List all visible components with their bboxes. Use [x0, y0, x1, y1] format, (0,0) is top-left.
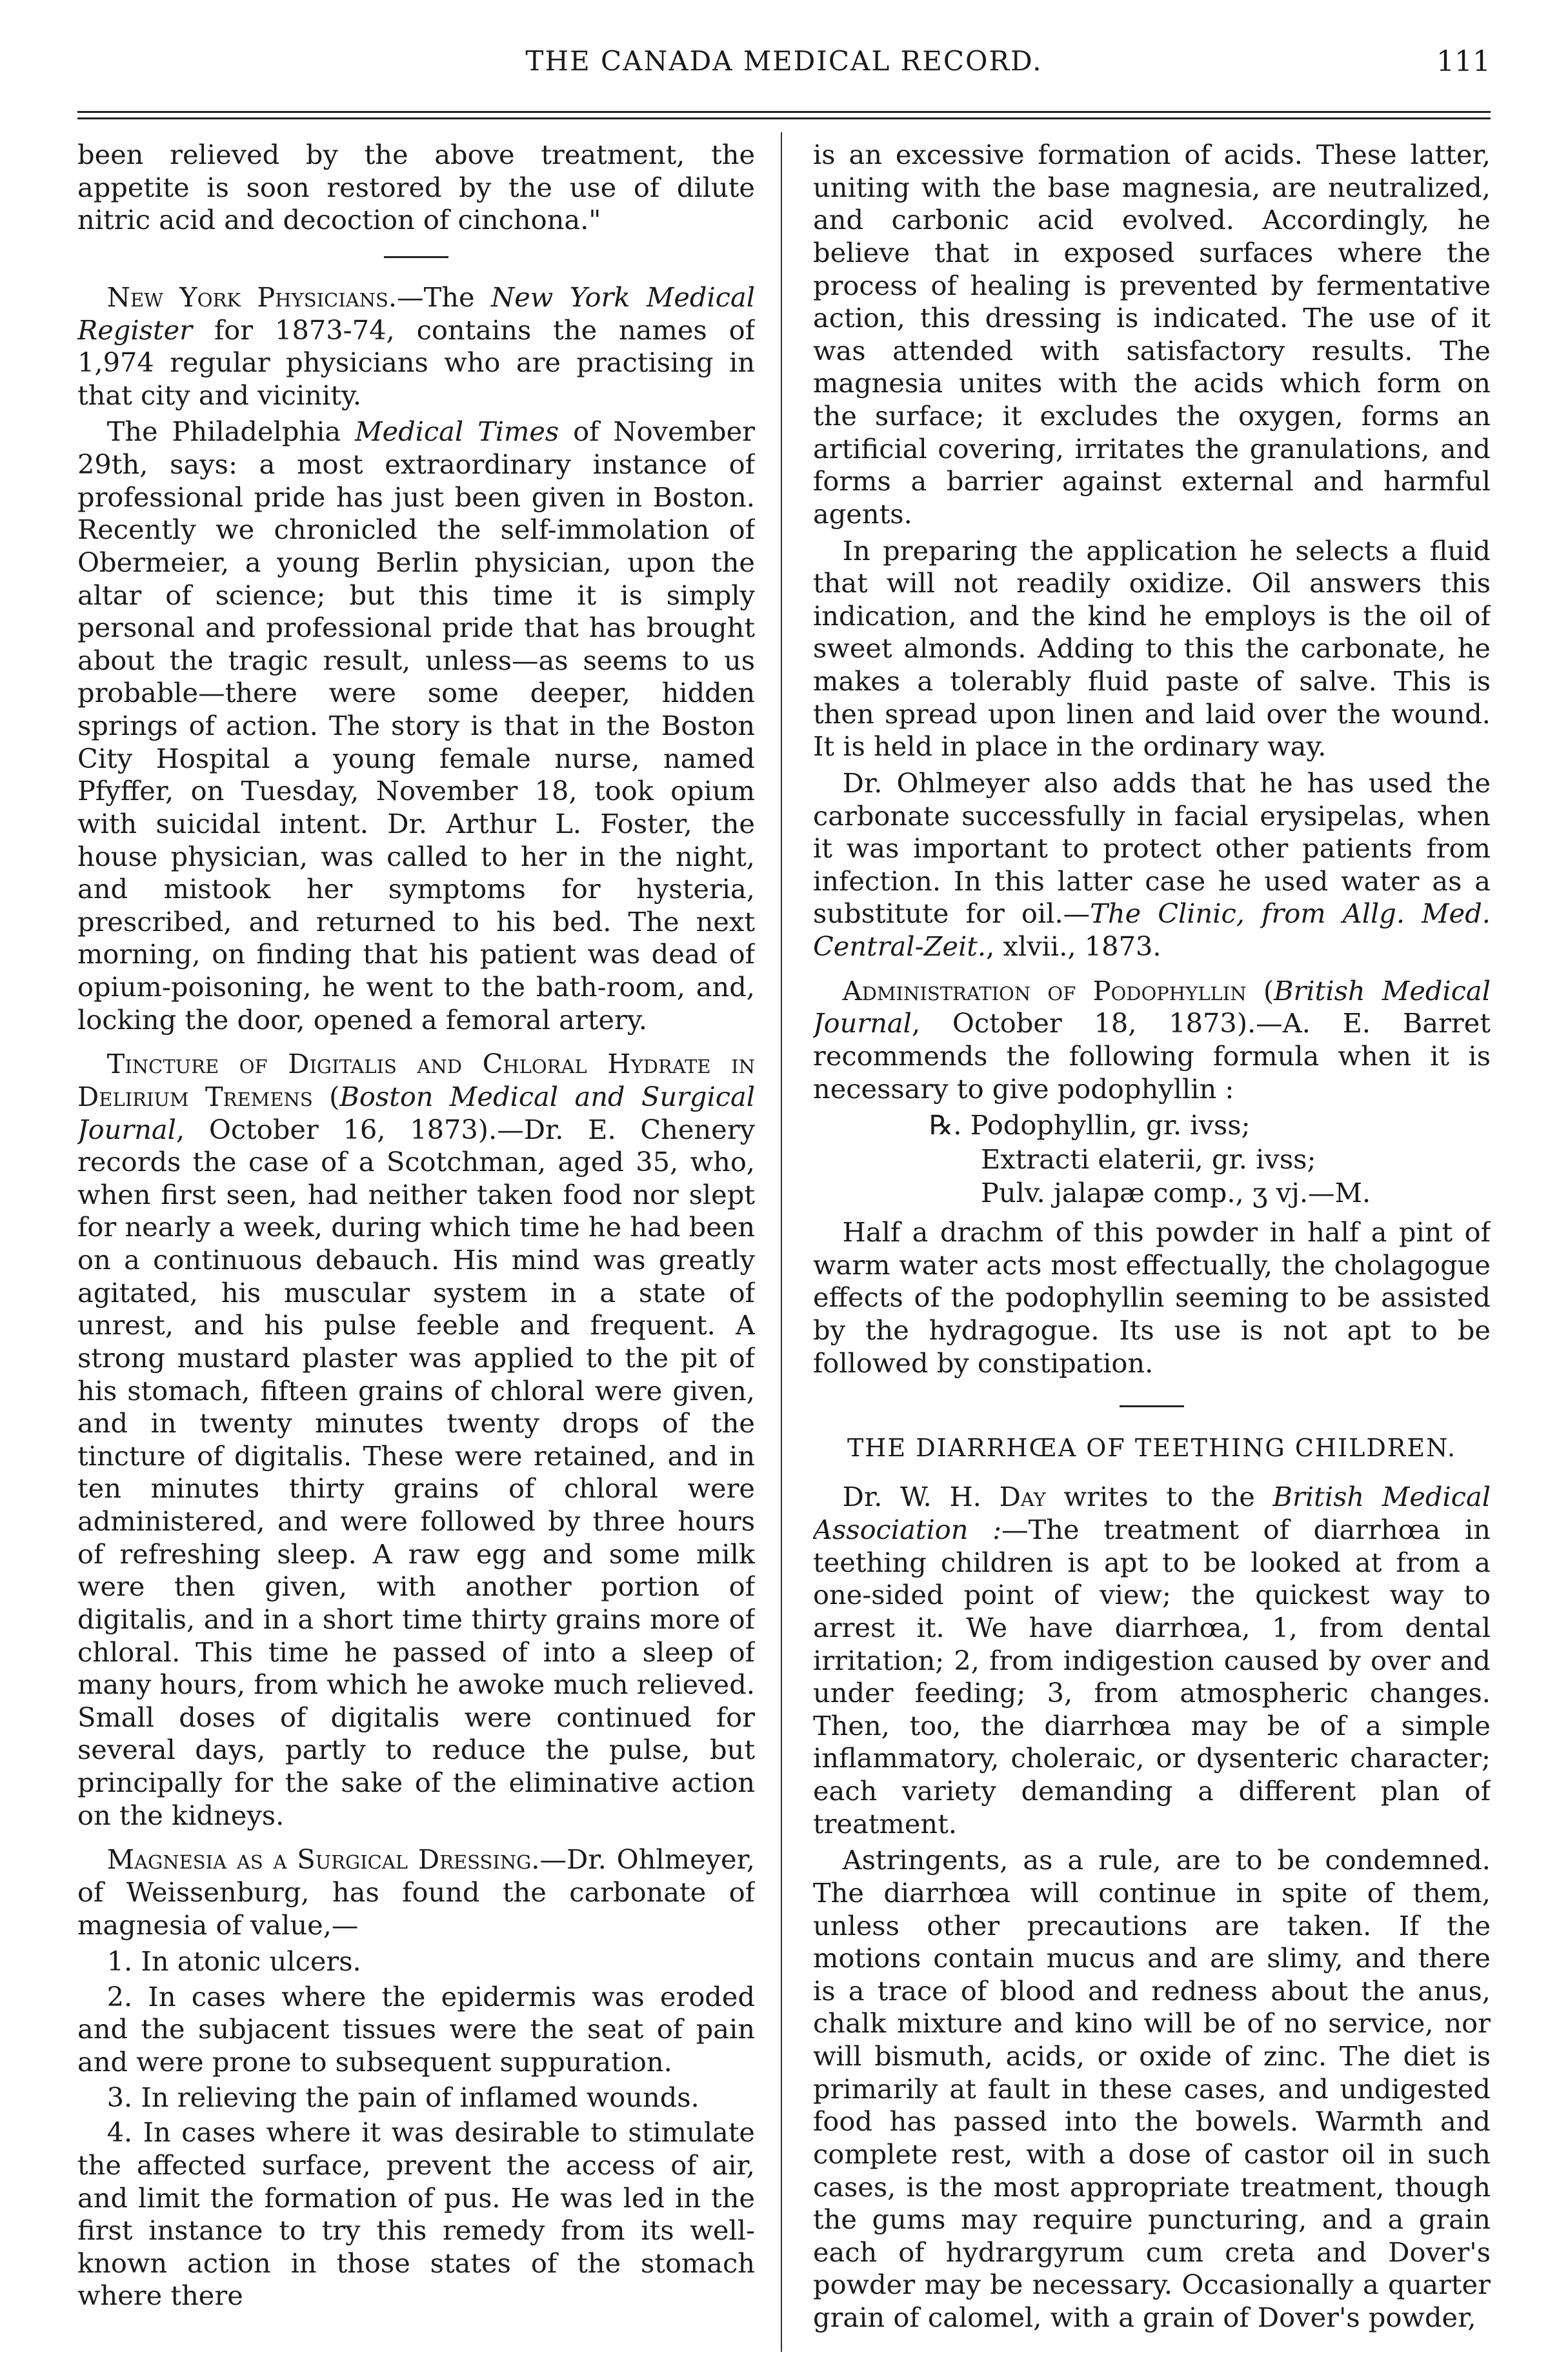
- article-philadelphia-times: [77, 416, 755, 1036]
- article-heading: Magnesia as a Surgical Dressing.: [106, 1843, 540, 1876]
- article-text: Dr. W. H.: [842, 1481, 1000, 1513]
- article-podophyllin: [813, 975, 1491, 1106]
- article-heading: New York Physicians.: [106, 281, 397, 313]
- article-text: of November 29th, says: a most extraordinary instance of professional pride has just been given in Boston. Recently we chronicled the self-immolation of Obermeier, a young Berlin physician, upon the altar of science; but this time it is simply personal and professional pride that has brought about the tragic result, unless—as seems to us probable—there were some deeper, hidden springs of action. The story is that in the Boston City Hospital a young female nurse, named Pfyffer, on Tuesday, November 18, took opium with suicidal intent. Dr. Arthur L. Foster, the house physician, was called to her in the night, and mistook her symptoms for hysteria, prescribed, and returned to his bed. The next morning, on finding that his patient was dead of opium-poisoning, he went to the bath-room, and, locking the door, opened a femoral artery.: [77, 416, 755, 1036]
- article-text: Dr. Ohlmeyer also adds that he has used the carbonate successfully in facial erysipelas, when it was important to protect other patients from infection. In this latter case he used water as a substitute for oil.—: [813, 767, 1491, 930]
- journal-title: Medical Times: [355, 416, 559, 448]
- journal-title: British Medical Association :: [813, 1481, 1491, 1546]
- article-text: —The: [397, 281, 491, 313]
- journal-title: New York Medical Register: [77, 281, 755, 346]
- paragraph: Astringents, as a rule, are to be condemned. The diarrhœa will continue in spite of them, unless other precautions are taken. If the motions contain mucus and are slimy, and there is a trace of blood and redness about the anus, chalk mixture and kino will be of no service, nor will bismuth, acids, or oxide of zinc. The diet is primarily at fault in these cases, and undigested food has passed into the bowels. Warmth and complete rest, with a dose of castor oil in such cases, is the most appropriate treatment, though the gums may require puncturing, and a grain each of hydrargyrum cum creta and Dover's powder may be necessary. Occasionally a quarter grain of calomel, with a grain of Dover's powder,: [813, 1844, 1491, 2334]
- article-heading: Tincture of Digitalis and Chloral Hydrate in Delirium Tremens: [77, 1048, 755, 1112]
- article-text: —A. E. Barret recommends the following formula when it is necessary to give podophyllin :: [813, 1007, 1491, 1105]
- article-digitalis-chloral: [77, 1048, 755, 1832]
- paragraph-continued: is an excessive formation of acids. These latter, uniting with the base magnesia, are neutralized, and carbonic acid evolved. Accordingly, he believe that in exposed surfaces where the process of healing is prevented by fermentative action, this dressing is indicated. The use of it was attended with satisfactory results. The magnesia unites with the acids which form on the surface; it excludes the oxygen, forms an artificial covering, irritates the granulations, and forms a barrier against external and harmful agents.: [813, 139, 1491, 530]
- list-item: 3. In relieving the pain of inflamed wounds.: [106, 2081, 699, 2113]
- article-text: writes to the: [1045, 1481, 1273, 1513]
- author-name: Day: [999, 1481, 1046, 1513]
- header-rule-top: [77, 111, 1491, 113]
- article-text: , October 16, 1873).: [176, 1113, 498, 1145]
- article-text: (: [312, 1080, 340, 1112]
- section-title: THE DIARRHŒA OF TEETHING CHILDREN.: [847, 1434, 1457, 1463]
- journal-title: British Medical Journal: [813, 974, 1491, 1039]
- article-text: for 1873-74, contains the names of 1,974 regular physicians who are practising in that city and vicinity.: [77, 314, 755, 411]
- list-item: 4. In cases where it was desirable to stimulate the affected surface, prevent the access of air, and limit the formation of pus. He was led in the first instance to try this remedy from its well-known action in those states of the stomach where there: [77, 2116, 755, 2312]
- paragraph: In preparing the application he selects a fluid that will not readily oxidize. Oil answers this indication, and the kind he employs is the oil of sweet almonds. Adding to this the carbonate, he makes a tolerably fluid paste of salve. This is then spread upon linen and laid over the wound. It is held in place in the ordinary way.: [813, 534, 1491, 763]
- left-column: [77, 139, 755, 2358]
- article-text: The Philadelphia: [106, 416, 356, 448]
- prescription: [929, 1109, 1491, 1210]
- article-text: —The treatment of diarrhœa in teething children is apt to be looked at from a one-sided point of view; the quickest way to arrest it. We have diarrhœa, 1, from dental irritation; 2, from indigestion caused by over and under feeding; 3, from atmospheric changes. Then, too, the diarrhœa may be of a simple inflammatory, choleraic, or dysenteric character; each variety demanding a different plan of treatment.: [813, 1514, 1491, 1840]
- prescription-line: Pulv. jalapæ comp., ʒ vj.—M.: [981, 1177, 1371, 1209]
- right-column: [813, 139, 1491, 2358]
- article-magnesia-dressing: [77, 1843, 755, 1942]
- source-citation: The Clinic, from Allg. Med. Central-Zeit.: [813, 898, 1491, 962]
- article-new-york-physicians: [77, 281, 755, 412]
- article-text: , October 18, 1873).: [911, 1007, 1256, 1039]
- header-rule-bottom: [77, 117, 1491, 119]
- list-item: 2. In cases where the epidermis was eroded and the subjacent tissues were the seat of pain and were prone to subsequent suppuration.: [77, 1980, 755, 2078]
- article-teething-diarrhoea: [813, 1481, 1491, 1840]
- article-text: , xlvii., 1873.: [986, 930, 1161, 962]
- article-text: (: [1246, 974, 1274, 1007]
- paragraph: [813, 767, 1491, 963]
- section-divider: [384, 256, 448, 258]
- page-header: [77, 45, 1491, 84]
- article-text: —Dr. Ohlmeyer, of Weissenburg, has found the carbonate of magnesia of value,—: [77, 1843, 755, 1941]
- paragraph-continued: been relieved by the above treatment, the appetite is soon restored by the use of dilute nitric acid and decoction of cinchona.": [77, 139, 755, 236]
- list-item: 1. In atonic ulcers.: [106, 1945, 361, 1978]
- paragraph: Half a drachm of this powder in half a pint of warm water acts most effectually, the cholagogue effects of the podophyllin seeming to be assisted by the hydragogue. Its use is not apt to be followed by constipation.: [813, 1216, 1491, 1379]
- prescription-line: Extracti elaterii, gr. ivss;: [981, 1143, 1316, 1175]
- journal-title: Boston Medical and Surgical Journal: [77, 1080, 755, 1145]
- article-text: —Dr. E. Chenery records the case of a Scotchman, aged 35, who, when first seen, had neither taken food nor slept for nearly a week, during which time he had been on a continuous debauch. His mind was greatly agitated, his muscular system in a state of unrest, and his pulse feeble and frequent. A strong mustard plaster was applied to the pit of his stomach, fifteen grains of chloral were given, and in twenty minutes twenty drops of the tincture of digitalis. These were retained, and in ten minutes thirty grains of chloral were administered, and were followed by three hours of refreshing sleep. A raw egg and some milk were then given, with another portion of digitalis, and in a short time thirty grains more of chloral. This time he passed of into a sleep of many hours, from which he awoke much relieved. Small doses of digitalis were continued for several days, partly to reduce the pulse, but principally for the sake of the eliminative action on the kidneys.: [77, 1113, 755, 1831]
- column-divider: [781, 132, 782, 2352]
- prescription-line: ℞. Podophyllin, gr. ivss;: [929, 1109, 1251, 1141]
- page-number: 111: [1436, 45, 1491, 78]
- section-divider: [1120, 1405, 1184, 1407]
- running-title: THE CANADA MEDICAL RECORD.: [525, 45, 1043, 77]
- article-heading: Administration of Podophyllin: [842, 974, 1247, 1007]
